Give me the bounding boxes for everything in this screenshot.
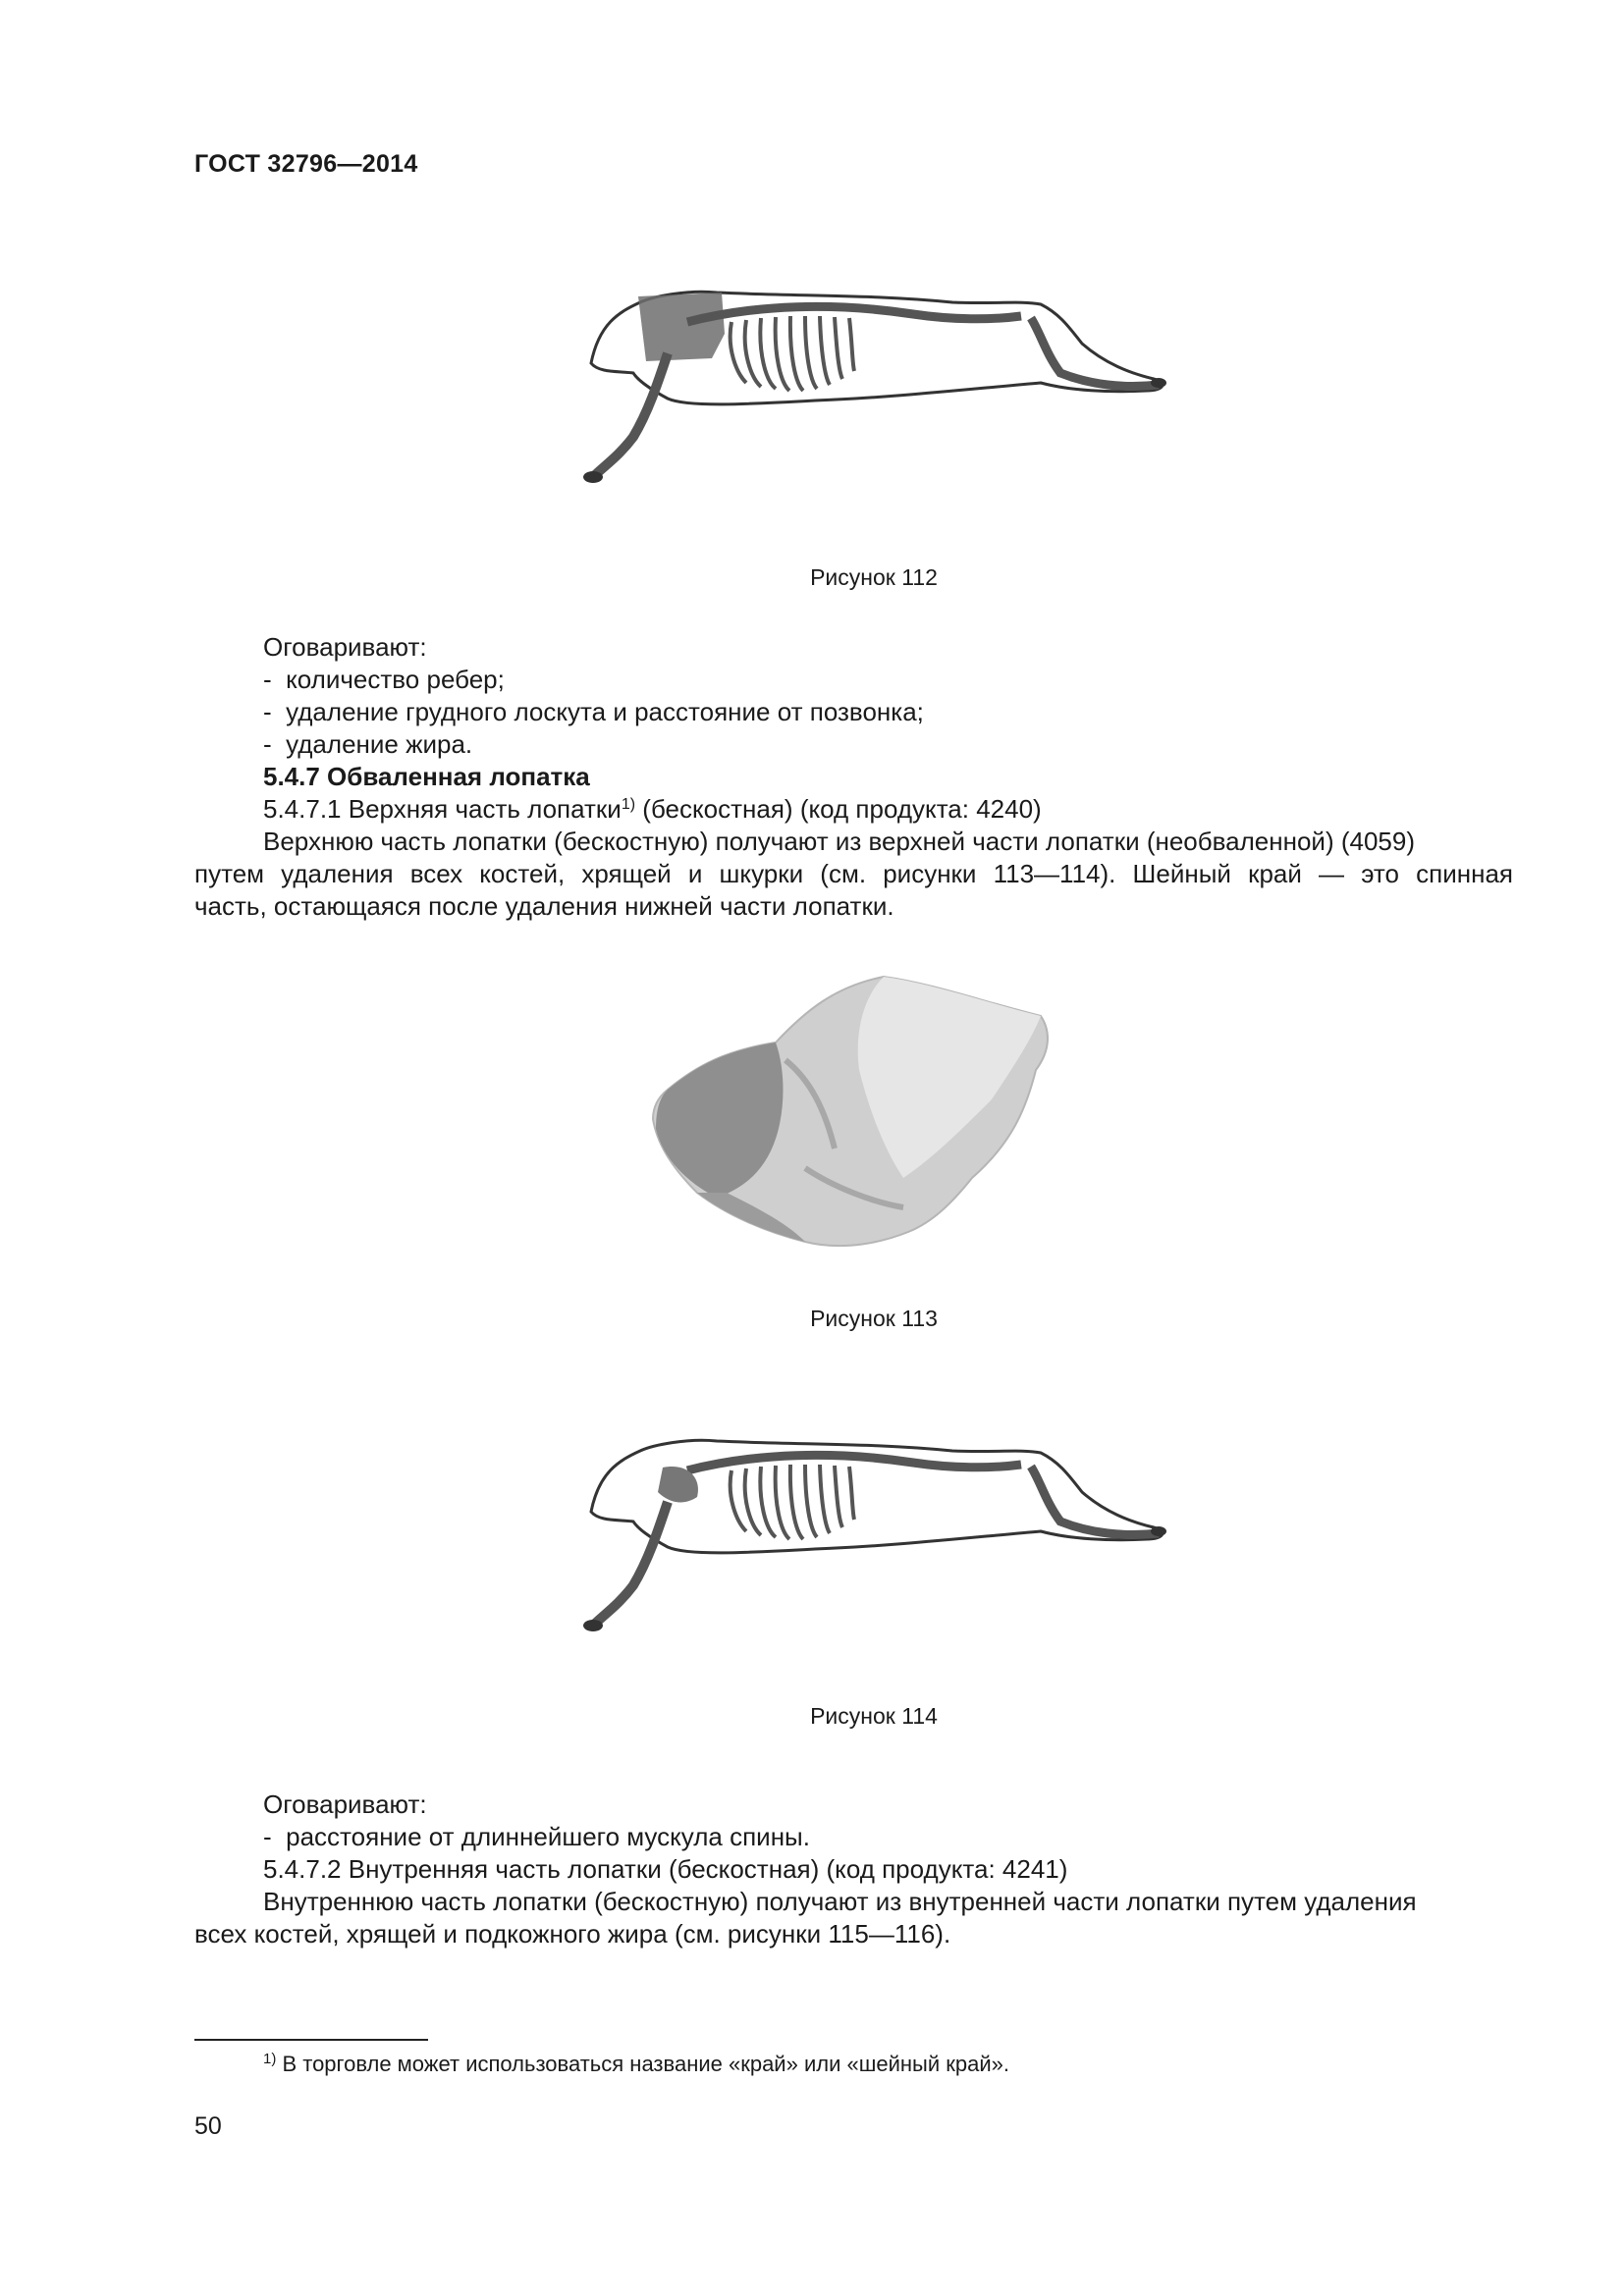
figure-113-caption: Рисунок 113 xyxy=(810,1306,938,1331)
specify-intro-1: Оговаривают: xyxy=(263,632,427,662)
footnote-ref: 1) xyxy=(621,796,636,813)
page-number: 50 xyxy=(194,2112,222,2140)
paragraph-line: часть, остающаяся после удаления нижней части лопатки. xyxy=(194,891,894,921)
shoulder-highlight xyxy=(638,293,725,361)
figure-113-photo xyxy=(638,972,1070,1276)
ribs xyxy=(731,316,854,391)
list-item: - удаление жира. xyxy=(263,729,473,759)
figure-112-diagram xyxy=(579,275,1188,491)
figure-114-diagram xyxy=(579,1423,1188,1639)
paragraph-line: Верхнюю часть лопатки (бескостную) получают из верхней части лопатки (необваленной) (4059) xyxy=(263,827,1415,856)
list-item: - расстояние от длиннейшего мускула спины. xyxy=(263,1822,810,1851)
figure-114-caption: Рисунок 114 xyxy=(810,1703,938,1729)
subsection-title-2: 5.4.7.2 Внутренняя часть лопатки (бескостная) (код продукта: 4241) xyxy=(263,1854,1068,1884)
spine xyxy=(687,1455,1021,1470)
section-heading: 5.4.7 Обваленная лопатка xyxy=(263,762,590,791)
subsection-title-1: 5.4.7.1 Верхняя часть лопатки$^{1)}$ (бескостная) (код продукта: 4240) xyxy=(263,794,1042,824)
footnote-marker: 1) xyxy=(263,2051,277,2067)
figure-112-caption: Рисунок 112 xyxy=(810,564,938,590)
paragraph-line: путем удаления всех костей, хрящей и шкурки (см. рисунки 113—114). Шейный край — это спинная xyxy=(194,859,1513,888)
list-item: - удаление грудного лоскута и расстояние от позвонка; xyxy=(263,697,924,726)
ribs xyxy=(731,1465,854,1539)
footnote: $^{1)}$ В торговле может использоваться название «край» или «шейный край». xyxy=(263,2051,1009,2076)
spine xyxy=(687,306,1021,322)
document-header: ГОСТ 32796—2014 xyxy=(194,150,418,178)
paragraph-line: Внутреннюю часть лопатки (бескостную) получают из внутренней части лопатки путем удаления xyxy=(263,1887,1417,1916)
list-item: - количество ребер; xyxy=(263,665,505,694)
footnote-rule xyxy=(194,2039,428,2041)
specify-intro-2: Оговаривают: xyxy=(263,1789,427,1819)
paragraph-line: всех костей, хрящей и подкожного жира (см. рисунки 115—116). xyxy=(194,1919,951,1949)
